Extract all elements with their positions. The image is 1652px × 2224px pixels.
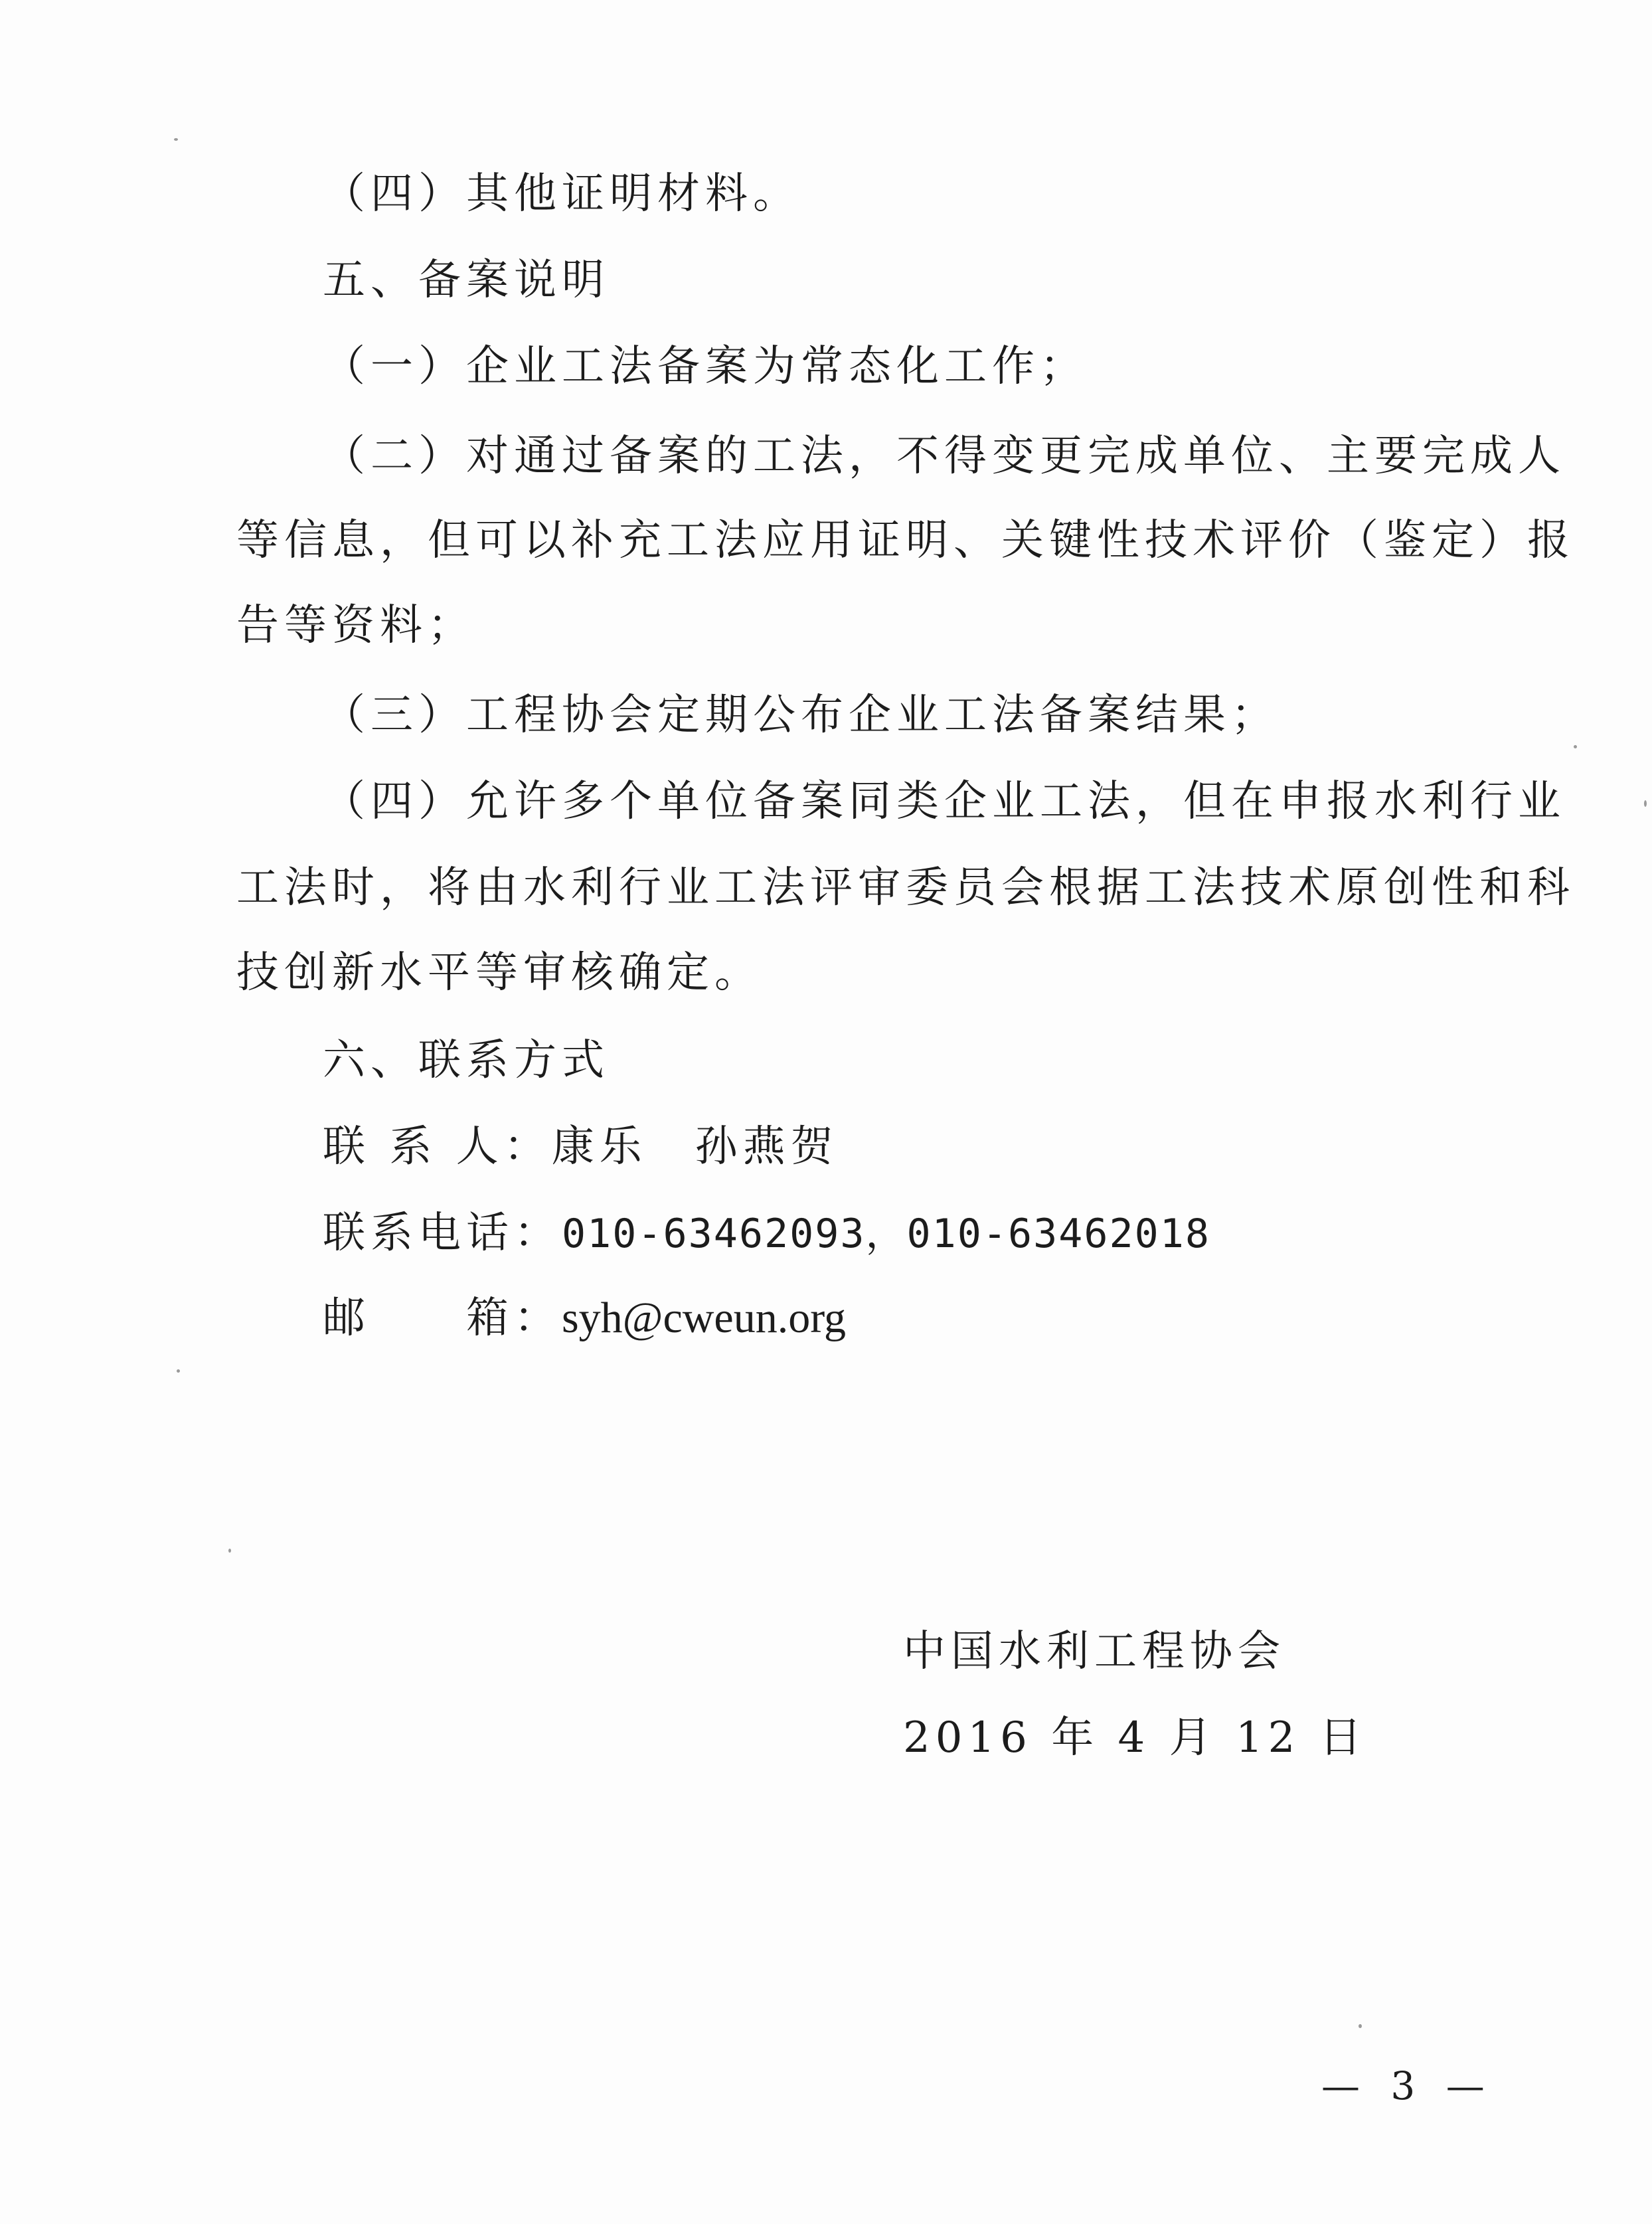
section-heading-contact: 六、联系方式 [323,1036,610,1085]
paragraph-other-materials: （四）其他证明材料。 [323,169,801,218]
scan-speck [177,1369,180,1373]
paragraph-note-4-line-1: （四）允许多个单位备案同类企业工法，但在申报水利行业 [323,777,1566,826]
scan-speck [1644,800,1647,807]
scan-speck [1574,745,1577,748]
paragraph-note-2-line-1: （二）对通过备案的工法，不得变更完成单位、主要完成人 [323,432,1566,481]
paragraph-note-2-line-2: 等信息，但可以补充工法应用证明、关键性技术评价（鉴定）报 [236,516,1575,565]
contact-person-value: 康乐 孙燕贺 [551,1122,839,1171]
contact-person-row [323,1122,839,1171]
paragraph-note-3: （三）工程协会定期公布企业工法备案结果； [323,691,1279,740]
contact-email-row [323,1294,847,1343]
paragraph-note-4-line-2: 工法时，将由水利行业工法评审委员会根据工法技术原创性和科 [236,863,1575,912]
paragraph-note-4-line-3: 技创新水平等审核确定。 [236,948,762,997]
scan-speck [228,1549,231,1553]
paragraph-note-2-line-3: 告等资料； [236,601,475,650]
contact-email-value: syh@cweun.org [562,1294,847,1342]
scan-speck [1359,2024,1362,2028]
contact-phone-label: 联系电话： [323,1209,562,1258]
paragraph-note-1: （一）企业工法备案为常态化工作； [323,342,1088,391]
scan-speck [174,138,178,141]
contact-email-label: 邮 箱： [323,1294,562,1343]
page-number: — 3 — [1321,2063,1494,2108]
contact-phone-value: 010-63462093，010-63462018 [562,1211,1210,1257]
signature-date: 2016 年 4 月 12 日 [903,1713,1367,1762]
signature-organization: 中国水利工程协会 [903,1627,1285,1676]
contact-phone-row [323,1209,1210,1258]
contact-person-label: 联 系 人： [323,1122,552,1171]
section-heading-filing-notes: 五、备案说明 [323,256,610,305]
